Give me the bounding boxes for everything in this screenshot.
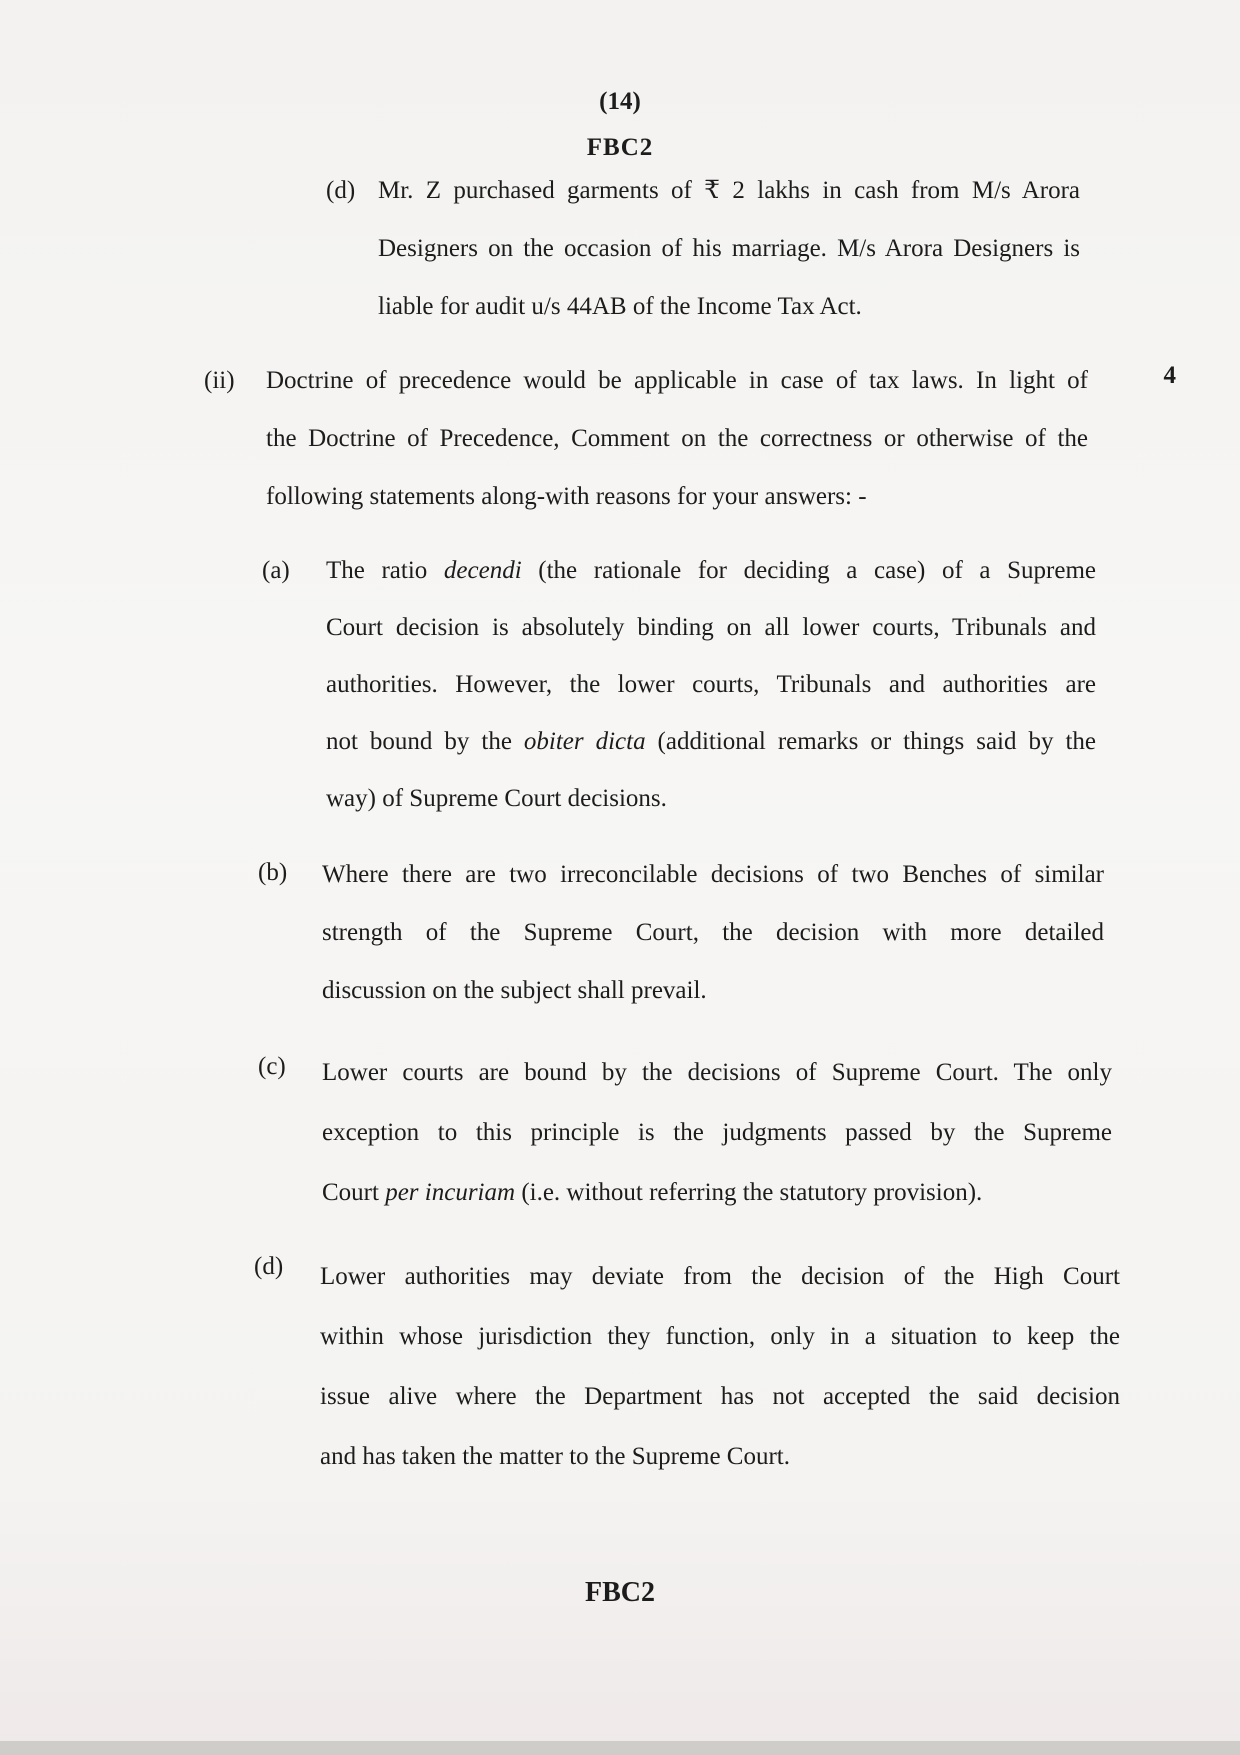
- statement-c-line-3: Court per incuriam (i.e. without referring the statutory provision).: [322, 1179, 983, 1206]
- question-ii-line-2: the Doctrine of Precedence, Comment on the correctness or otherwise of the: [266, 425, 1088, 452]
- statement-a-line-1: The ratio decendi (the rationale for deciding a case) of a Supreme: [326, 557, 1096, 584]
- question-ii-label: (ii): [204, 367, 235, 394]
- term-ratio-decendi: decendi: [443, 557, 522, 584]
- statement-b-line-3: discussion on the subject shall prevail.: [322, 977, 707, 1004]
- statement-d-line-1: Lower authorities may deviate from the decision of the High Court: [320, 1263, 1120, 1290]
- statement-d-line-2: within whose jurisdiction they function, only in a situation to keep the: [320, 1323, 1120, 1350]
- statement-d-label: (d): [254, 1253, 284, 1280]
- statement-b-line-1: Where there are two irreconcilable decisions of two Benches of similar: [322, 861, 1104, 888]
- statement-a-line-3: authorities. However, the lower courts, Tribunals and authorities are: [326, 671, 1096, 698]
- statement-a-line-2: Court decision is absolutely binding on all lower courts, Tribunals and: [326, 614, 1096, 641]
- statement-a-line-5: way) of Supreme Court decisions.: [326, 785, 667, 812]
- question-ii-marks: 4: [1163, 362, 1176, 389]
- question-ii-line-3: following statements along-with reasons for your answers: -: [266, 483, 867, 510]
- prev-item-d-line-2: Designers on the occasion of his marriage. M/s Arora Designers is: [378, 235, 1080, 262]
- prev-item-d-line-3: liable for audit u/s 44AB of the Income Tax Act.: [378, 293, 862, 320]
- header-paper-code: FBC2: [586, 134, 654, 161]
- statement-d-line-3: issue alive where the Department has not accepted the said decision: [320, 1383, 1120, 1410]
- statement-c-label: (c): [258, 1053, 286, 1080]
- statement-b-line-2: strength of the Supreme Court, the decision with more detailed: [322, 919, 1104, 946]
- statement-c-line-2: exception to this principle is the judgments passed by the Supreme: [322, 1119, 1112, 1146]
- term-per-incuriam: per incuriam: [385, 1179, 516, 1206]
- page-number: (14): [599, 88, 641, 115]
- statement-a-line-4: not bound by the obiter dicta (additional remarks or things said by the: [326, 728, 1096, 755]
- term-obiter-dicta: obiter dicta: [523, 728, 646, 755]
- statement-d-line-4: and has taken the matter to the Supreme Court.: [320, 1443, 791, 1470]
- statement-c-line-1: Lower courts are bound by the decisions of Supreme Court. The only: [322, 1059, 1112, 1086]
- question-ii-line-1: Doctrine of precedence would be applicable in case of tax laws. In light of: [266, 367, 1088, 394]
- prev-item-d-label: (d): [326, 177, 356, 204]
- footer-paper-code: FBC2: [585, 1577, 655, 1608]
- statement-b-label: (b): [258, 859, 288, 886]
- statement-a-label: (a): [262, 557, 290, 584]
- prev-item-d-line-1: Mr. Z purchased garments of ₹ 2 lakhs in cash from M/s Arora: [378, 177, 1080, 204]
